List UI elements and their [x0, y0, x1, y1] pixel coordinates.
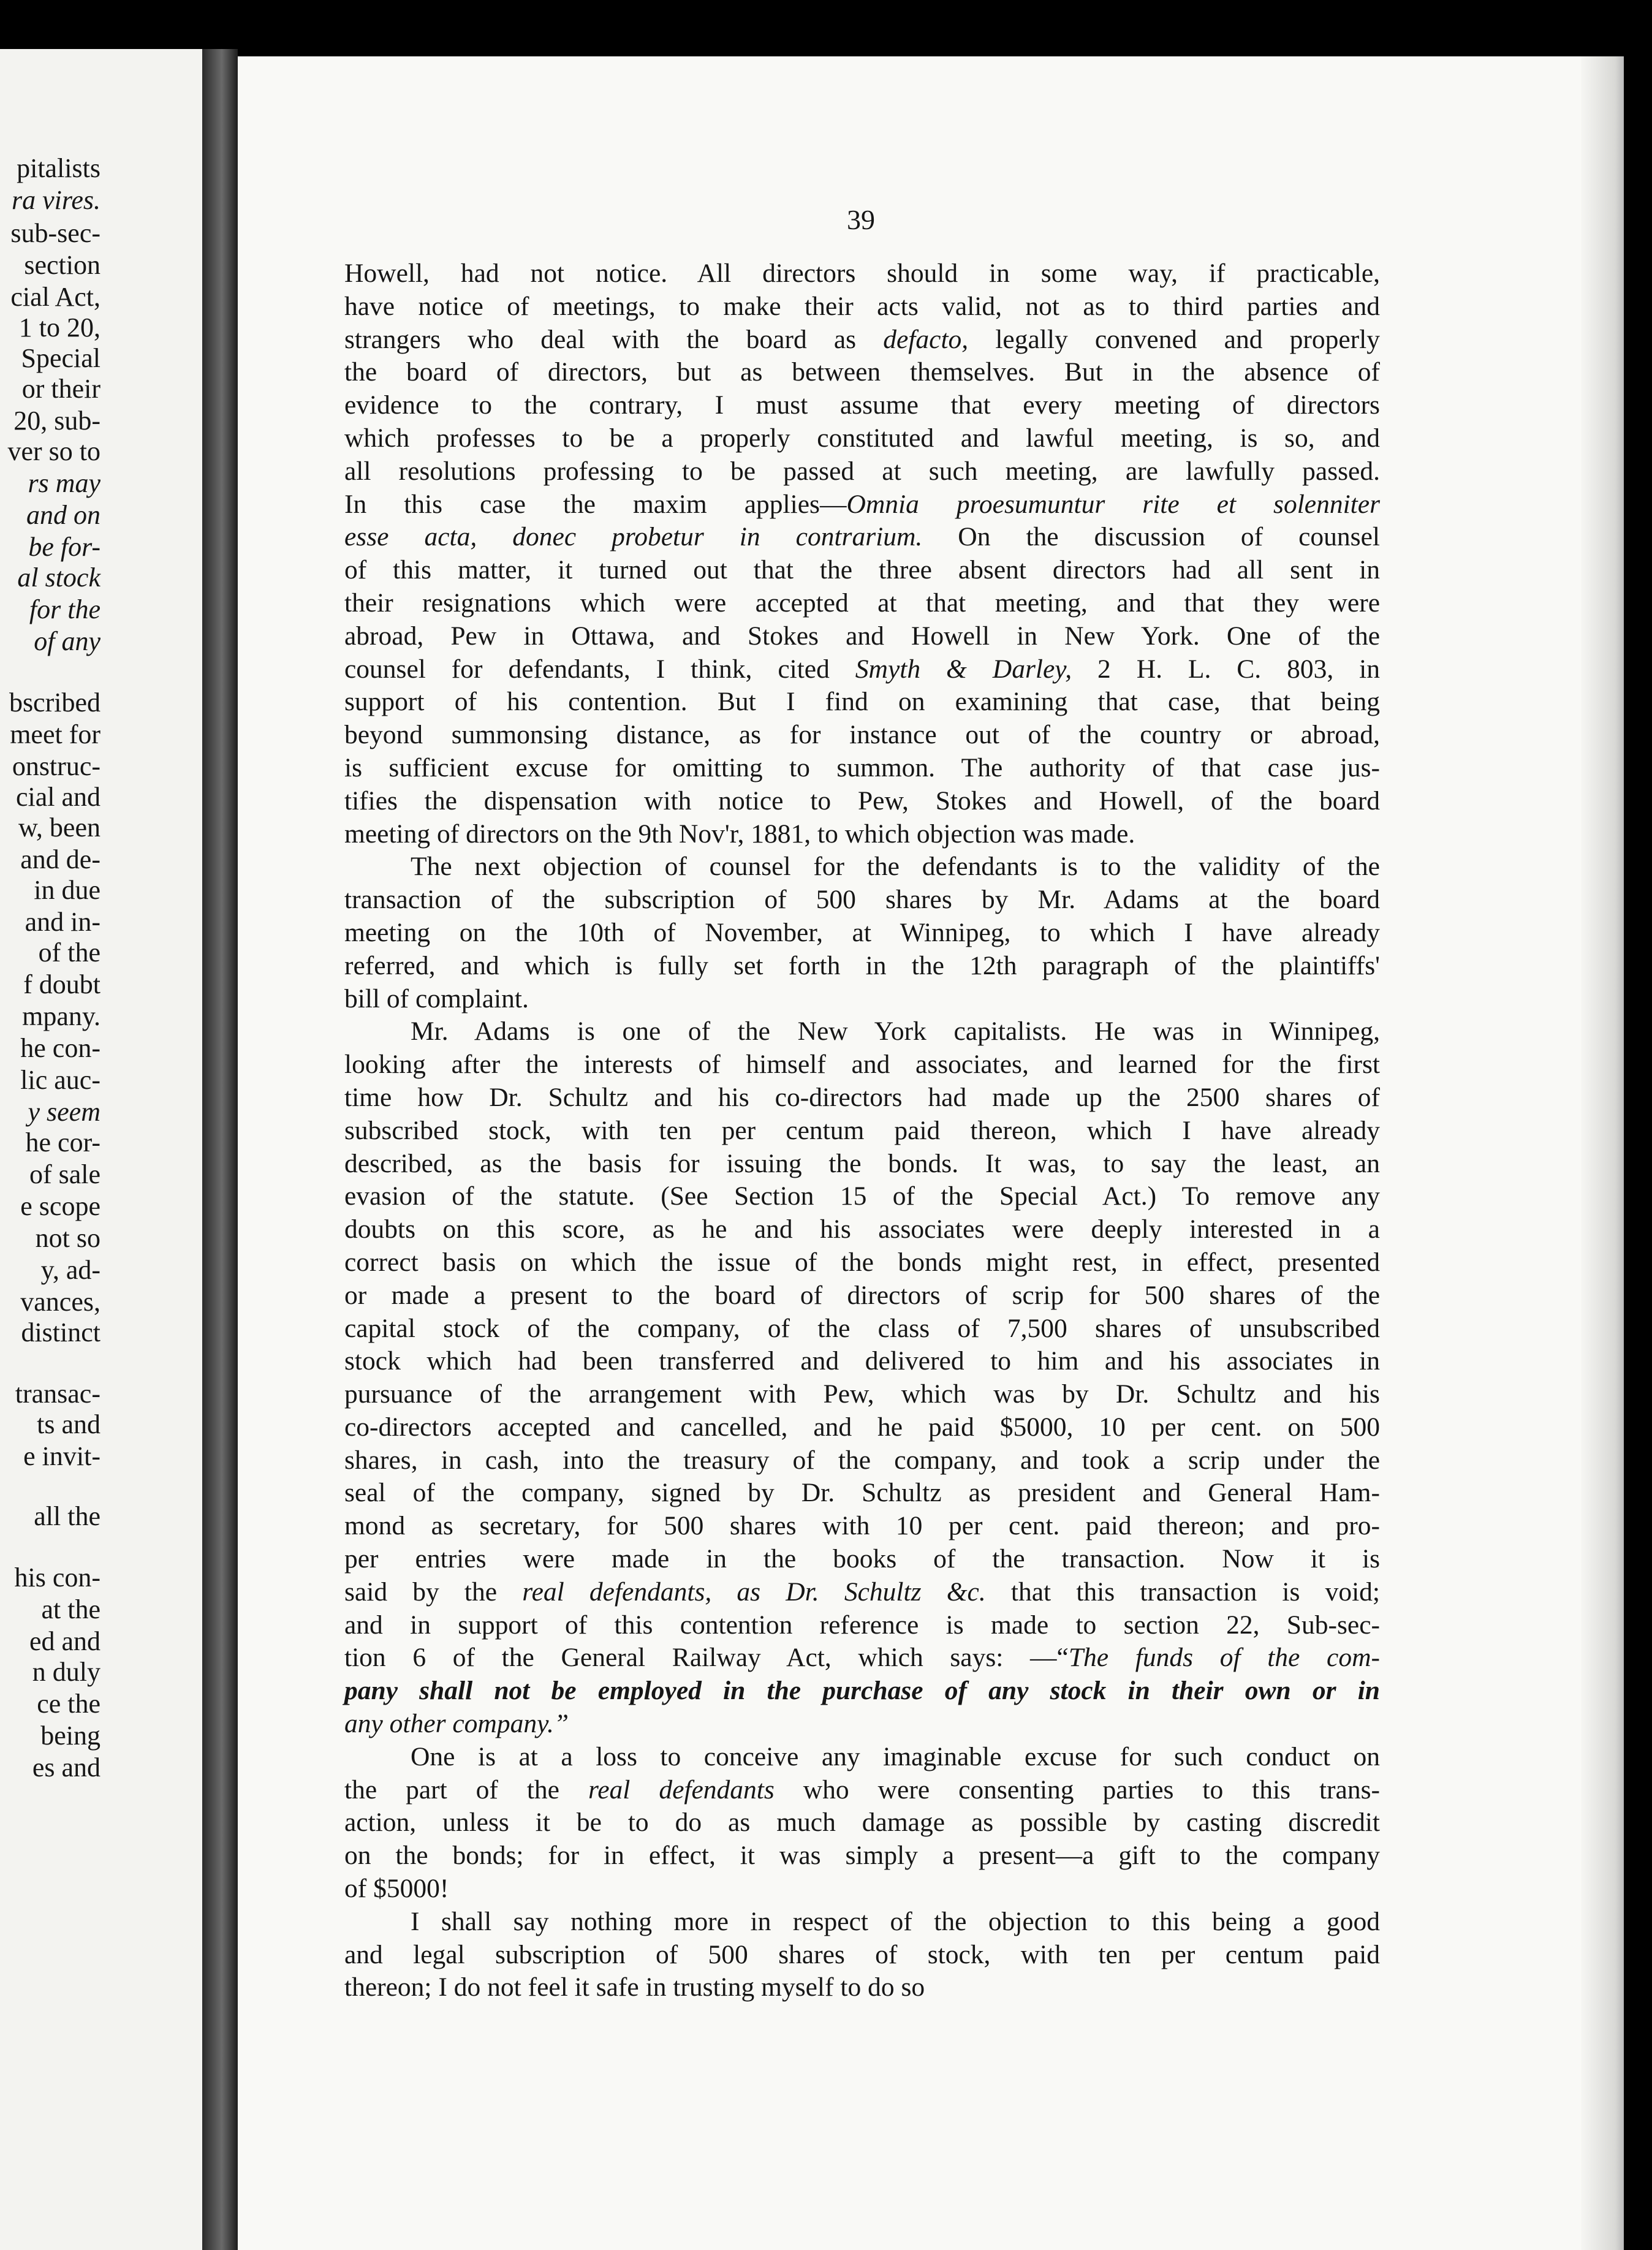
text-run: and legal subscription of 500 shares of stock, with ten per centum paid: [344, 1939, 1380, 1969]
text-run: legally convened and properly: [968, 324, 1381, 354]
text-line: [344, 620, 1380, 653]
text-run: tifies the dispensation with notice to Pew, Stokes and Howell, of the board: [344, 786, 1380, 816]
text-line: [344, 1510, 1380, 1543]
text-run: Smyth & Darley,: [855, 654, 1072, 684]
text-run: is sufficient excuse for omitting to summon. The authority of that case jus-: [344, 752, 1380, 782]
text-run: Omnia proesumuntur rite et solenniter: [846, 489, 1380, 519]
facing-page-fragment: he con-: [20, 1033, 100, 1063]
facing-page-fragment: he cor-: [25, 1127, 100, 1157]
facing-page-fragment: transac-: [15, 1379, 100, 1409]
text-run: or made a present to the board of directors of scrip for 500 shares of the: [344, 1280, 1380, 1310]
text-run: pany shall not be employed in the purchase of any stock in their own or in: [344, 1676, 1380, 1706]
text-run: correct basis on which the issue of the bonds might rest, in effect, presented: [344, 1247, 1380, 1277]
facing-page-fragment: and de-: [20, 844, 100, 874]
facing-page-fragment: his con-: [14, 1562, 100, 1593]
facing-page-fragment: f doubt: [23, 969, 100, 999]
text-line: [344, 488, 1380, 521]
text-run: abroad, Pew in Ottawa, and Stokes and Howell in New York. One of the: [344, 621, 1380, 651]
text-run: the part of the: [344, 1775, 588, 1805]
text-line: [344, 1015, 1380, 1048]
text-run: said by the: [344, 1577, 523, 1607]
text-line: [344, 1806, 1380, 1839]
text-run: seal of the company, signed by Dr. Schultz as president and General Ham-: [344, 1478, 1380, 1508]
text-run: looking after the interests of himself and associates, and learned for the first: [344, 1050, 1380, 1080]
text-line: [344, 1213, 1380, 1246]
facing-page-fragment: or their: [21, 374, 100, 404]
text-line: [344, 1411, 1380, 1444]
text-run: counsel for defendants, I think, cited: [344, 654, 855, 684]
text-line: [344, 290, 1380, 324]
text-line: [344, 1246, 1380, 1279]
text-line: [344, 1148, 1380, 1181]
text-run: subscribed stock, with ten per centum paid thereon, which I have already: [344, 1115, 1380, 1145]
text-line: [344, 1642, 1380, 1675]
text-run: the board of directors, but as between themselves. But in the absence of: [344, 357, 1380, 387]
facing-page-fragment: ver so to: [7, 436, 100, 466]
facing-page-fragment: 1 to 20,: [18, 312, 100, 343]
facing-page-fragment: rs may: [28, 468, 100, 498]
text-run: of $5000!: [344, 1874, 449, 1904]
facing-page-fragment: ts and: [37, 1409, 100, 1439]
text-run: any other company.”: [344, 1709, 569, 1739]
text-line: [344, 785, 1380, 818]
facing-page-fragment: sub-sec-: [10, 218, 100, 248]
facing-page-fragment: e invit-: [23, 1441, 100, 1471]
text-run: One is at a loss to conceive any imaginable excuse for such conduct on: [411, 1741, 1380, 1771]
text-run: Howell, had not notice. All directors should in some way, if practicable,: [344, 259, 1380, 288]
facing-page-fragment: be for-: [28, 532, 100, 562]
text-run: on the bonds; for in effect, it was simply a present—a gift to the company: [344, 1841, 1380, 1871]
text-line: [344, 356, 1380, 389]
facing-page-fragment: pitalists: [17, 153, 100, 183]
facing-page-fragment: all the: [34, 1501, 100, 1531]
text-line: [344, 587, 1380, 620]
text-line: [344, 719, 1380, 752]
page-edge: [1581, 56, 1624, 2250]
text-line: [344, 1971, 1380, 2004]
text-run: shares, in cash, into the treasury of the company, and took a scrip under the: [344, 1445, 1380, 1475]
text-run: beyond summonsing distance, as for instance out of the country or abroad,: [344, 720, 1380, 750]
text-run: I shall say nothing more in respect of the objection to this being a good: [411, 1906, 1380, 1936]
facing-page-fragment: y, ad-: [40, 1255, 100, 1285]
text-run: The next objection of counsel for the defendants is to the validity of the: [411, 852, 1380, 882]
text-run: pursuance of the arrangement with Pew, which was by Dr. Schultz and his: [344, 1379, 1380, 1409]
text-line: [344, 653, 1380, 686]
text-run: The funds of the com-: [1068, 1643, 1380, 1673]
text-line: [344, 1477, 1380, 1510]
text-run: esse acta, donec probetur in contrarium.: [344, 522, 923, 552]
text-run: real defendants: [588, 1775, 775, 1805]
text-run: stock which had been transferred and delivered to him and his associates in: [344, 1346, 1380, 1376]
text-run: evidence to the contrary, I must assume that every meeting of directors: [344, 390, 1380, 420]
text-line: [344, 1774, 1380, 1807]
text-line: [344, 884, 1380, 917]
facing-page-fragment: of any: [34, 626, 100, 656]
facing-page-fragment: Special: [21, 343, 100, 373]
text-run: doubts on this score, as he and his associates were deeply interested in a: [344, 1214, 1380, 1244]
text-line: [344, 1708, 1380, 1741]
text-run: their resignations which were accepted at that meeting, and that they were: [344, 588, 1380, 618]
text-line: [344, 324, 1380, 357]
text-line: [344, 1312, 1380, 1346]
facing-page-fragment: distinct: [21, 1317, 100, 1347]
text-run: thereon; I do not feel it safe in trusting myself to do so: [344, 1972, 925, 2002]
text-line: [344, 917, 1380, 950]
text-line: [344, 686, 1380, 719]
text-line: [344, 752, 1380, 785]
text-run: who were consenting parties to this trans-: [774, 1775, 1381, 1805]
facing-page-fragment: cial and: [15, 782, 100, 812]
facing-page-fragment: e scope: [20, 1191, 100, 1221]
text-run: 2 H. L. C. 803, in: [1072, 654, 1380, 684]
text-line: [344, 818, 1380, 851]
text-run: In this case the maxim applies—: [344, 489, 847, 519]
facing-page-fragment: ed and: [29, 1626, 100, 1656]
text-line: [344, 1675, 1380, 1708]
facing-page-fragment: al stock: [17, 562, 100, 593]
text-line: [344, 521, 1380, 554]
text-run: described, as the basis for issuing the bonds. It was, to say the least, an: [344, 1148, 1380, 1178]
text-run: of this matter, it turned out that the three absent directors had all sent in: [344, 555, 1380, 585]
facing-page-fragment: ce the: [37, 1689, 100, 1719]
facing-page-fragment: cial Act,: [10, 282, 100, 312]
text-run: and in support of this contention reference is made to section 22, Sub-sec-: [344, 1610, 1380, 1640]
text-run: defacto,: [883, 324, 969, 354]
facing-page-fragment: bscribed: [9, 688, 100, 718]
facing-page-fragment: and in-: [25, 907, 100, 937]
facing-page-fragment: meet for: [10, 719, 100, 749]
text-line: [344, 1444, 1380, 1477]
text-line: [344, 950, 1380, 983]
text-run: time how Dr. Schultz and his co-directors had made up the 2500 shares of: [344, 1082, 1380, 1112]
facing-page-fragment: in due: [34, 875, 100, 905]
text-run: capital stock of the company, of the class of 7,500 shares of unsubscribed: [344, 1313, 1380, 1343]
text-run: meeting of directors on the 9th Nov'r, 1881, to which objection was made.: [344, 819, 1135, 849]
facing-page-fragment: of the: [38, 938, 100, 968]
text-run: which professes to be a properly constituted and lawful meeting, is so, and: [344, 423, 1380, 453]
facing-page-fragment: 20, sub-: [13, 406, 100, 436]
book-gutter: [202, 49, 238, 2250]
text-run: On the discussion of counsel: [922, 522, 1381, 552]
text-run: evasion of the statute. (See Section 15 of the Special Act.) To remove any: [344, 1181, 1380, 1211]
text-line: [344, 1906, 1380, 1939]
facing-page-fragment: y seem: [28, 1097, 100, 1127]
text-line: [344, 455, 1380, 488]
facing-page-fragment: and on: [26, 500, 100, 530]
text-run: real defendants, as Dr. Schultz &c.: [522, 1577, 986, 1607]
left-page: [0, 49, 202, 2250]
text-line: [344, 1576, 1380, 1609]
text-line: [344, 1873, 1380, 1906]
text-run: transaction of the subscription of 500 shares by Mr. Adams at the board: [344, 885, 1380, 915]
facing-page-fragment: onstruc-: [12, 751, 100, 781]
facing-page-fragment: for the: [29, 594, 100, 624]
text-run: per entries were made in the books of the transaction. Now it is: [344, 1544, 1380, 1574]
facing-page-fragment: n duly: [32, 1657, 100, 1687]
facing-page-fragment: ra vires.: [11, 185, 100, 215]
text-line: [344, 850, 1380, 884]
text-run: action, unless it be to do as much damage as possible by casting discredit: [344, 1808, 1380, 1838]
text-line: [344, 1115, 1380, 1148]
text-line: [344, 1345, 1380, 1378]
text-run: mond as secretary, for 500 shares with 10 per cent. paid thereon; and pro-: [344, 1511, 1380, 1541]
body-text: [344, 257, 1380, 2004]
text-line: [344, 1939, 1380, 1972]
facing-page-fragment: mpany.: [22, 1001, 100, 1031]
facing-page-fragment: lic auc-: [20, 1065, 100, 1095]
text-line: [344, 257, 1380, 290]
text-line: [344, 1839, 1380, 1873]
text-run: meeting on the 10th of November, at Winnipeg, to which I have already: [344, 917, 1380, 947]
text-line: [344, 983, 1380, 1016]
facing-page-fragment: vances,: [20, 1287, 100, 1317]
facing-page-fragment: not so: [35, 1223, 100, 1253]
text-line: [344, 389, 1380, 422]
text-run: bill of complaint.: [344, 983, 529, 1013]
text-run: referred, and which is fully set forth in the 12th paragraph of the plaintiffs': [344, 950, 1380, 980]
page-number: 39: [847, 204, 875, 235]
facing-page-fragment: of sale: [29, 1159, 100, 1189]
text-run: strangers who deal with the board as: [344, 324, 884, 354]
facing-page-fragment: w, been: [18, 813, 100, 843]
text-line: [344, 554, 1380, 587]
facing-page-fragment: section: [24, 250, 100, 280]
text-run: Mr. Adams is one of the New York capitalists. He was in Winnipeg,: [411, 1017, 1380, 1047]
text-line: [344, 1279, 1380, 1312]
text-line: [344, 1543, 1380, 1576]
text-run: co-directors accepted and cancelled, and he paid $5000, 10 per cent. on 500: [344, 1412, 1380, 1442]
text-line: [344, 1180, 1380, 1213]
text-run: all resolutions professing to be passed at such meeting, are lawfully passed.: [344, 456, 1380, 486]
text-line: [344, 422, 1380, 455]
facing-page-fragment: being: [40, 1721, 100, 1751]
text-line: [344, 1048, 1380, 1081]
facing-page-fragment: at the: [41, 1594, 100, 1624]
text-run: tion 6 of the General Railway Act, which says: —“: [344, 1643, 1069, 1673]
facing-page-fragment: es and: [32, 1752, 100, 1782]
text-line: [344, 1081, 1380, 1115]
text-run: that this transaction is void;: [985, 1577, 1381, 1607]
text-run: support of his contention. But I find on examining that case, that being: [344, 687, 1380, 717]
text-run: have notice of meetings, to make their acts valid, not as to third parties and: [344, 291, 1380, 321]
text-line: [344, 1609, 1380, 1642]
text-line: [344, 1741, 1380, 1774]
text-line: [344, 1378, 1380, 1411]
